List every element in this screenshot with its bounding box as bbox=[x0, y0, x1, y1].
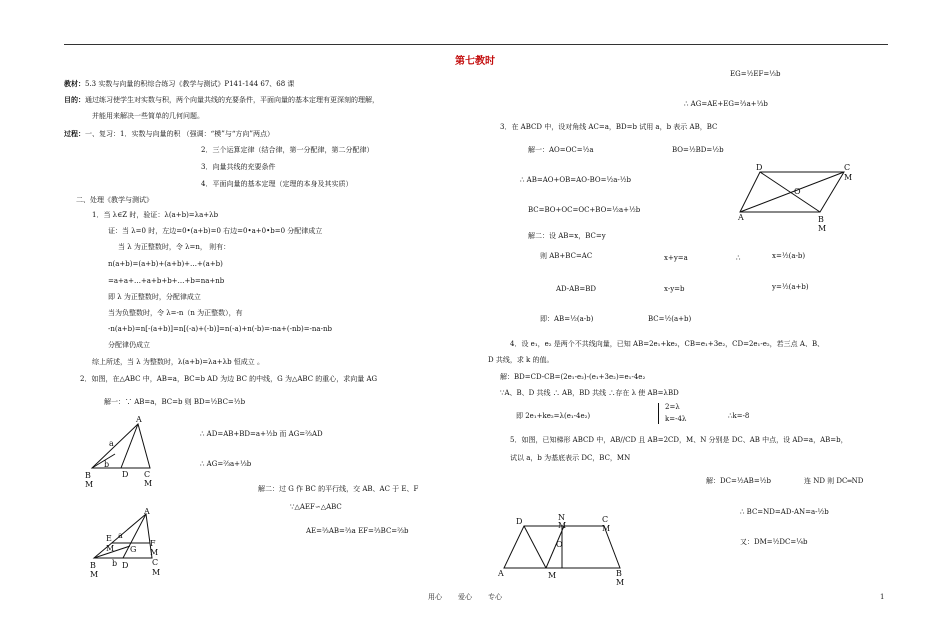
problem-2: 2．如图，在△ABC 中，AB=a，BC=b AD 为边 BC 的中线，G 为△ABC 的重心，求向量 AG bbox=[80, 375, 378, 383]
problem-3-sol-m: 即：AB=½(a-b) bbox=[540, 315, 594, 323]
problem-2-sol-a: 解一：∵ AB=a，BC=b 则 BD=½BC=½b bbox=[104, 398, 246, 406]
review-item-2: 2．三个运算定律（结合律，第一分配律，第二分配律） bbox=[201, 146, 374, 154]
tri1-label-A: A bbox=[136, 415, 142, 424]
trapezoid-figure bbox=[496, 512, 636, 588]
triangle-figure-1 bbox=[82, 416, 162, 488]
problem-4-eq-1: 2=λ bbox=[665, 403, 680, 411]
problem-5-line-a: 试以 a，b 为基底表示 DC，BC，MN bbox=[510, 454, 631, 462]
process-line bbox=[64, 130, 274, 138]
problem-1-line-b: 当 λ 为正整数时，令 λ=n， 则有： bbox=[118, 243, 231, 251]
tri2-label-Mb: M bbox=[90, 570, 99, 579]
problem-5-sol-c: 连 ND 则 DC═ND bbox=[804, 477, 864, 485]
problem-3-sol-b: BO=½BD=½b bbox=[672, 146, 724, 154]
problem-1-line-f: 当为负整数时，令 λ=-n（n 为正整数），有 bbox=[108, 309, 243, 317]
footer-text-3: 专心 bbox=[488, 593, 502, 601]
trap-label-M1: M bbox=[558, 521, 567, 530]
problem-5-sol-e: 又：DM=½DC=¼b bbox=[740, 538, 808, 546]
trap-label-M2: M bbox=[602, 524, 611, 533]
problem-2-sol-b: ∴ AD=AB+BD=a+½b 而 AG=⅔AD bbox=[200, 430, 323, 438]
footer-text-1: 用心 bbox=[428, 593, 442, 601]
para-label-C: C bbox=[844, 163, 851, 172]
page-number: 1 bbox=[880, 593, 885, 601]
para-label-M2: M bbox=[844, 173, 853, 182]
problem-3-sol-h: ∴ bbox=[736, 254, 741, 262]
problem-2-sol-e: ∵△AEF∽△ABC bbox=[290, 503, 342, 511]
problem-4-sol-g: ∴k=-8 bbox=[728, 412, 750, 420]
page-title: 第七教时 bbox=[455, 56, 495, 67]
problem-4-system bbox=[658, 403, 686, 424]
problem-3-sol-e: 解二：设 AB=x，BC=y bbox=[528, 232, 606, 240]
problem-1: 1．当 λ∈Z 时，验证：λ(a+b)=λa+λb bbox=[92, 211, 219, 219]
para-label-O: O bbox=[794, 187, 801, 196]
problem-1-line-c: n(a+b)=(a+b)+(a+b)+…+(a+b) bbox=[108, 260, 223, 268]
problem-2-sol-d: 解二：过 G 作 BC 的平行线，交 AB、AC 于 E、F bbox=[258, 485, 419, 493]
tri2-label-G: G bbox=[130, 545, 137, 554]
trap-label-D: D bbox=[516, 517, 523, 526]
problem-3-sol-c: ∴ AB=AO+OB=AO-BO=½a-½b bbox=[520, 176, 632, 184]
problem-4-sol-d: 即 2e₁+ke₂=λ(e₁-4e₂) bbox=[516, 412, 591, 420]
mudi-text-1: 通过练习使学生对实数与积，两个向量共线的充要条件，平面向量的基本定理有更深刻的理解， bbox=[85, 96, 379, 104]
problem-3-sol-k: x-y=b bbox=[664, 285, 685, 293]
problem-1-line-d: =a+a+…+a+b+b+…+b=na+nb bbox=[108, 277, 225, 285]
tri1-label-C: C bbox=[144, 470, 151, 479]
trap-label-O: O bbox=[556, 540, 563, 549]
triangle-figure-2 bbox=[86, 507, 170, 580]
review-item-4: 4．平面向量的基本定理（定理的本身及其实质） bbox=[201, 180, 353, 188]
problem-5: 5．如图，已知梯形 ABCD 中，AB//CD 且 AB=2CD，M、N 分别是 DC、AB 中点，设 AD=a，AB=b， bbox=[510, 436, 848, 444]
tri2-label-M: M bbox=[106, 544, 115, 553]
problem-3-sol-i: x=½(a-b) bbox=[772, 252, 806, 260]
problem-3-sol-j: AD-AB=BD bbox=[556, 285, 596, 293]
jiaocai-line bbox=[64, 80, 294, 88]
problem-4-sol-b: 解：BD=CD-CB=(2e₁-e₂)-(e₁+3e₂)=e₁-4e₂ bbox=[500, 373, 646, 381]
parallelogram-figure bbox=[736, 160, 856, 232]
problem-3-sol-n: BC=½(a+b) bbox=[648, 315, 692, 323]
process-label: 过程： bbox=[64, 129, 85, 138]
problem-3-sol-d: BC=BO+OC=OC+BO=½a+½b bbox=[528, 206, 641, 214]
tri2-label-D: D bbox=[122, 561, 129, 570]
para-label-D: D bbox=[756, 163, 763, 172]
tri1-label-a: a bbox=[109, 439, 114, 448]
jiaocai-text: 5.3 实数与向量的积综合练习《教学与测试》P141-144 67、68 课 bbox=[85, 80, 295, 88]
tri1-label-b: b bbox=[104, 460, 110, 469]
trap-label-M4: M bbox=[616, 578, 625, 587]
para-label-B: B bbox=[818, 215, 824, 224]
problem-1-line-i: 综上所述，当 λ 为整数时，λ(a+b)=λa+λb 恒成立 。 bbox=[92, 358, 265, 366]
tri2-label-F: F bbox=[150, 539, 156, 548]
header-rule bbox=[64, 44, 888, 45]
mudi-label: 目的： bbox=[64, 95, 85, 104]
problem-3-sol-a: 解一：AO=OC=½a bbox=[528, 146, 594, 154]
problem-3-sol-g: x+y=a bbox=[664, 254, 688, 262]
mudi-line bbox=[64, 96, 379, 104]
problem-1-line-g: -n(a+b)=n[-(a+b)]=n[(-a)+(-b)]=n(-a)+n(-b)=-na+(-nb)=-na-nb bbox=[108, 325, 332, 333]
section-2-heading: 二、处理《教学与测试》 bbox=[76, 196, 153, 204]
problem-2-sol-f: AE=⅔AB=⅔a EF=⅔BC=⅔b bbox=[306, 527, 409, 535]
trap-label-C: C bbox=[602, 515, 609, 524]
tri1-label-M2: M bbox=[144, 479, 153, 488]
problem-1-line-a: 证：当 λ=0 时，左边=0•(a+b)=0 右边=0•a+0•b=0 分配律成立 bbox=[108, 227, 323, 235]
tri2-label-B: B bbox=[90, 561, 96, 570]
tri2-label-b: b bbox=[112, 559, 118, 568]
tri1-label-B: B bbox=[85, 471, 91, 480]
tri2-label-Mb2: M bbox=[152, 568, 161, 577]
problem-2-sol-c: ∴ AG=⅔a+⅓b bbox=[200, 460, 252, 468]
trap-label-N: N bbox=[558, 513, 565, 522]
tri2-label-M3: M bbox=[150, 548, 159, 557]
problem-4-line-a: D 共线，求 k 的值。 bbox=[488, 356, 554, 364]
review-text: 一、复习：1．实数与向量的积 （强调：“模”与“方向”两点） bbox=[85, 130, 274, 138]
tri2-label-E: E bbox=[106, 534, 112, 543]
para-label-M1: M bbox=[818, 224, 827, 233]
right-line-0a: EG=½EF=⅓b bbox=[730, 70, 781, 78]
footer-text-2: 爱心 bbox=[458, 593, 472, 601]
tri2-label-a: a bbox=[118, 531, 123, 540]
trap-label-M3: M bbox=[548, 571, 557, 580]
para-label-A: A bbox=[738, 213, 744, 222]
tri1-label-M: M bbox=[85, 480, 94, 489]
review-item-3: 3．向量共线的充要条件 bbox=[201, 163, 276, 171]
problem-5-sol-d: ∴ BC=ND=AD-AN=a-½b bbox=[740, 508, 829, 516]
tri2-label-A: A bbox=[144, 507, 150, 516]
jiaocai-label: 教材： bbox=[64, 79, 85, 88]
problem-4-eq-2: k=-4λ bbox=[665, 415, 687, 424]
tri1-label-D: D bbox=[122, 470, 129, 479]
problem-3: 3．在 ABCD 中，设对角线 AC=a，BD=b 试用 a，b 表示 AB，BC bbox=[500, 123, 718, 131]
problem-4-sol-c: ∵A、B、D 共线 ∴ AB，BD 共线 ∴存在 λ 使 AB=λBD bbox=[500, 389, 679, 397]
mudi-text-2: 并能用来解决一些简单的几何问题。 bbox=[92, 112, 204, 120]
problem-1-line-e: 即 λ 为正整数时，分配律成立 bbox=[108, 293, 201, 301]
problem-4: 4．设 e₁，e₂ 是两个不共线向量，已知 AB=2e₁+ke₂，CB=e₁+3e₂，CD=2e₁-e₂，若三点 A、B、 bbox=[510, 340, 825, 348]
trap-label-B: B bbox=[616, 569, 622, 578]
trap-label-A: A bbox=[498, 569, 504, 578]
tri2-label-C: C bbox=[152, 558, 159, 567]
problem-3-sol-l: y=½(a+b) bbox=[772, 283, 809, 291]
problem-5-sol-b: 解：DC=½AB=½b bbox=[706, 477, 771, 485]
problem-1-line-h: 分配律仍成立 bbox=[108, 341, 150, 349]
right-line-0b: ∴ AG=AE+EG=⅔a+⅓b bbox=[684, 100, 768, 108]
problem-3-sol-f: 则 AB+BC=AC bbox=[540, 252, 593, 260]
